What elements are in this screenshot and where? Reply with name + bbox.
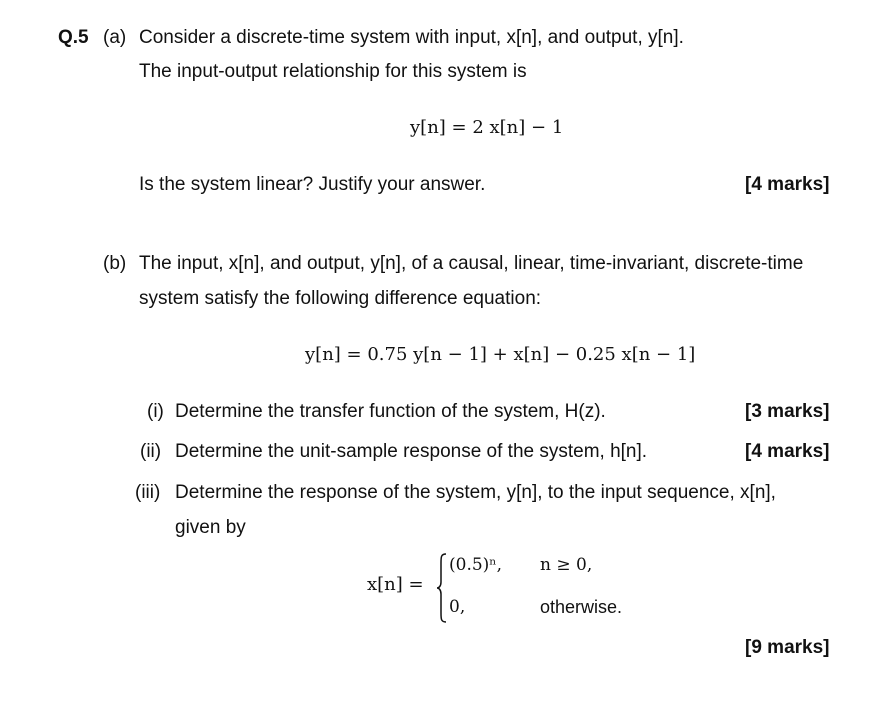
item-i-marks: [3 marks]: [745, 401, 830, 422]
piecewise-case1-condition: n ≥ 0,: [540, 555, 593, 575]
item-iii-text2: given by: [175, 517, 246, 538]
piecewise-case2-value: 0,: [449, 597, 466, 617]
item-ii-text: Determine the unit-sample response of the system, h[n].: [175, 441, 648, 462]
piecewise-lhs: x[n] =: [367, 574, 424, 595]
part-a-prompt: Is the system linear? Justify your answer.: [139, 174, 486, 195]
item-i-label: (i): [147, 401, 164, 422]
part-a-marks: [4 marks]: [745, 174, 830, 195]
item-iii-marks: [9 marks]: [745, 637, 830, 658]
part-a-equation: y[n] = 2 x[n] − 1: [410, 117, 564, 138]
part-a-line2: The input-output relationship for this system is: [139, 61, 527, 82]
piecewise-case1-value: (0.5)ⁿ,: [449, 555, 503, 575]
part-b-equation: y[n] = 0.75 y[n − 1] + x[n] − 0.25 x[n − 1]: [305, 344, 696, 365]
curly-brace-icon: [437, 553, 447, 623]
item-iii-label: (iii): [135, 482, 161, 503]
item-iii-text: Determine the response of the system, y[n], to the input sequence, x[n],: [175, 482, 776, 503]
part-b-line1: The input, x[n], and output, y[n], of a causal, linear, time-invariant, discrete-time: [139, 253, 804, 274]
part-b-line2: system satisfy the following difference equation:: [139, 288, 542, 309]
item-i-text: Determine the transfer function of the system, H(z).: [175, 401, 606, 422]
item-ii-marks: [4 marks]: [745, 441, 830, 462]
piecewise-case2-condition: otherwise.: [540, 597, 623, 617]
part-a-line1: Consider a discrete-time system with input, x[n], and output, y[n].: [139, 27, 684, 48]
part-b-label: (b): [103, 253, 127, 274]
part-a-label: (a): [103, 27, 127, 48]
question-number: Q.5: [58, 27, 89, 48]
item-ii-label: (ii): [140, 441, 162, 462]
